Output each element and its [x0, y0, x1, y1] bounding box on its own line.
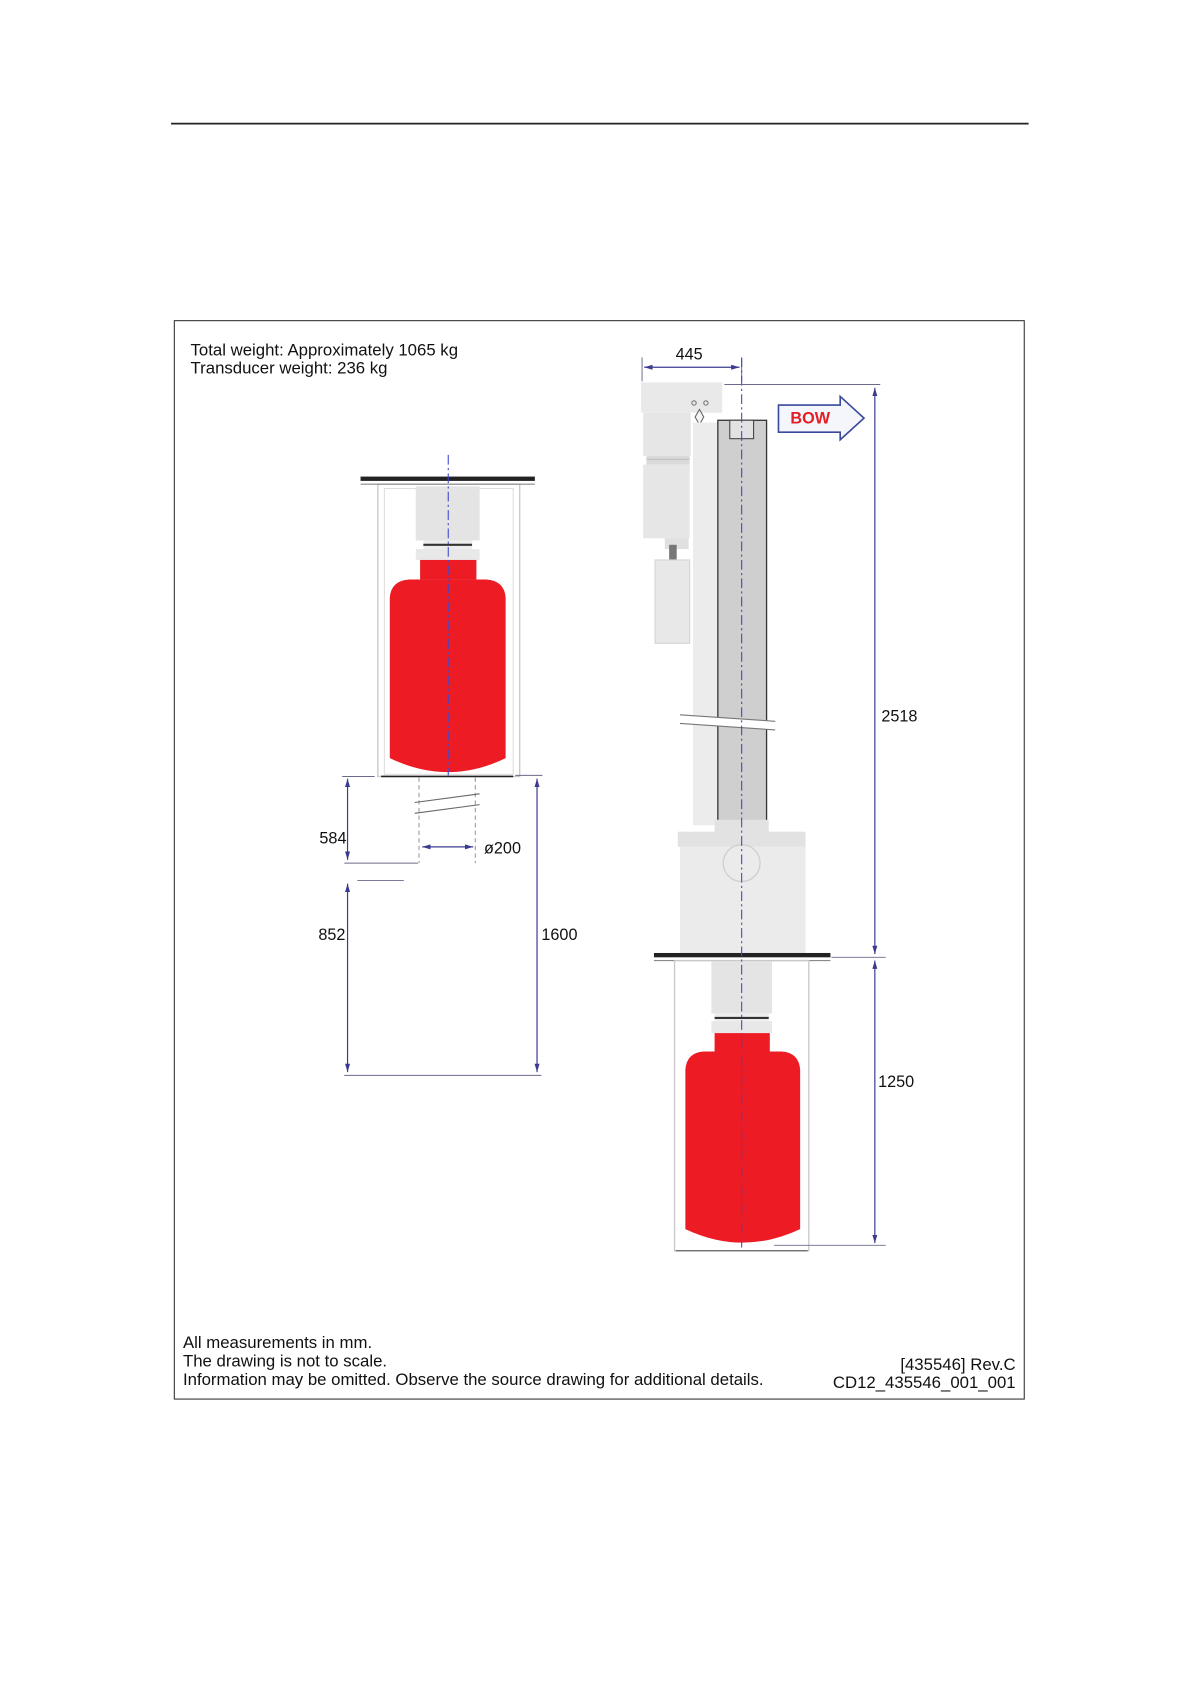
- transducer-weight-text: Transducer weight: 236 kg: [190, 358, 388, 378]
- note-not-to-scale: The drawing is not to scale.: [182, 1351, 388, 1371]
- motor-upper-box: [643, 413, 691, 456]
- control-box: [655, 560, 690, 643]
- dimension-445-label: 445: [675, 345, 703, 364]
- left-break-line-1: [415, 794, 480, 803]
- bow-label: BOW: [790, 409, 831, 428]
- dimension-584-label: 584: [319, 829, 347, 848]
- note-information-omitted: Information may be omitted. Observe the source drawing for additional details.: [182, 1369, 764, 1389]
- dimension-1600-label: 1600: [541, 925, 578, 944]
- column-light-strip: [693, 422, 719, 825]
- hoist-column: [718, 420, 767, 825]
- motor-lower-box: [643, 465, 690, 539]
- total-weight-text: Total weight: Approximately 1065 kg: [190, 340, 459, 360]
- drawing-id: CD12_435546_001_001: [832, 1373, 1016, 1393]
- hull-unit-body: [680, 847, 806, 953]
- right-transducer-body: [685, 1052, 800, 1243]
- dia200-label: ø200: [483, 839, 521, 858]
- left-break-line-2: [415, 805, 480, 814]
- left-view: [318, 455, 577, 1075]
- motor-top-cap: [641, 382, 722, 412]
- drawing-frame: [174, 321, 1024, 1399]
- dimension-852-label: 852: [318, 925, 346, 944]
- motor-bracket: [665, 538, 689, 549]
- right-view: [641, 346, 917, 1251]
- dimension-1250-label: 1250: [878, 1073, 915, 1092]
- left-top-flange: [361, 477, 535, 481]
- note-measurements: All measurements in mm.: [182, 1333, 373, 1353]
- motor-mid-band: [646, 456, 689, 465]
- dimension-2518-label: 2518: [881, 707, 918, 726]
- drawing-revision: [435546] Rev.C: [900, 1354, 1016, 1374]
- right-top-flange: [654, 953, 830, 957]
